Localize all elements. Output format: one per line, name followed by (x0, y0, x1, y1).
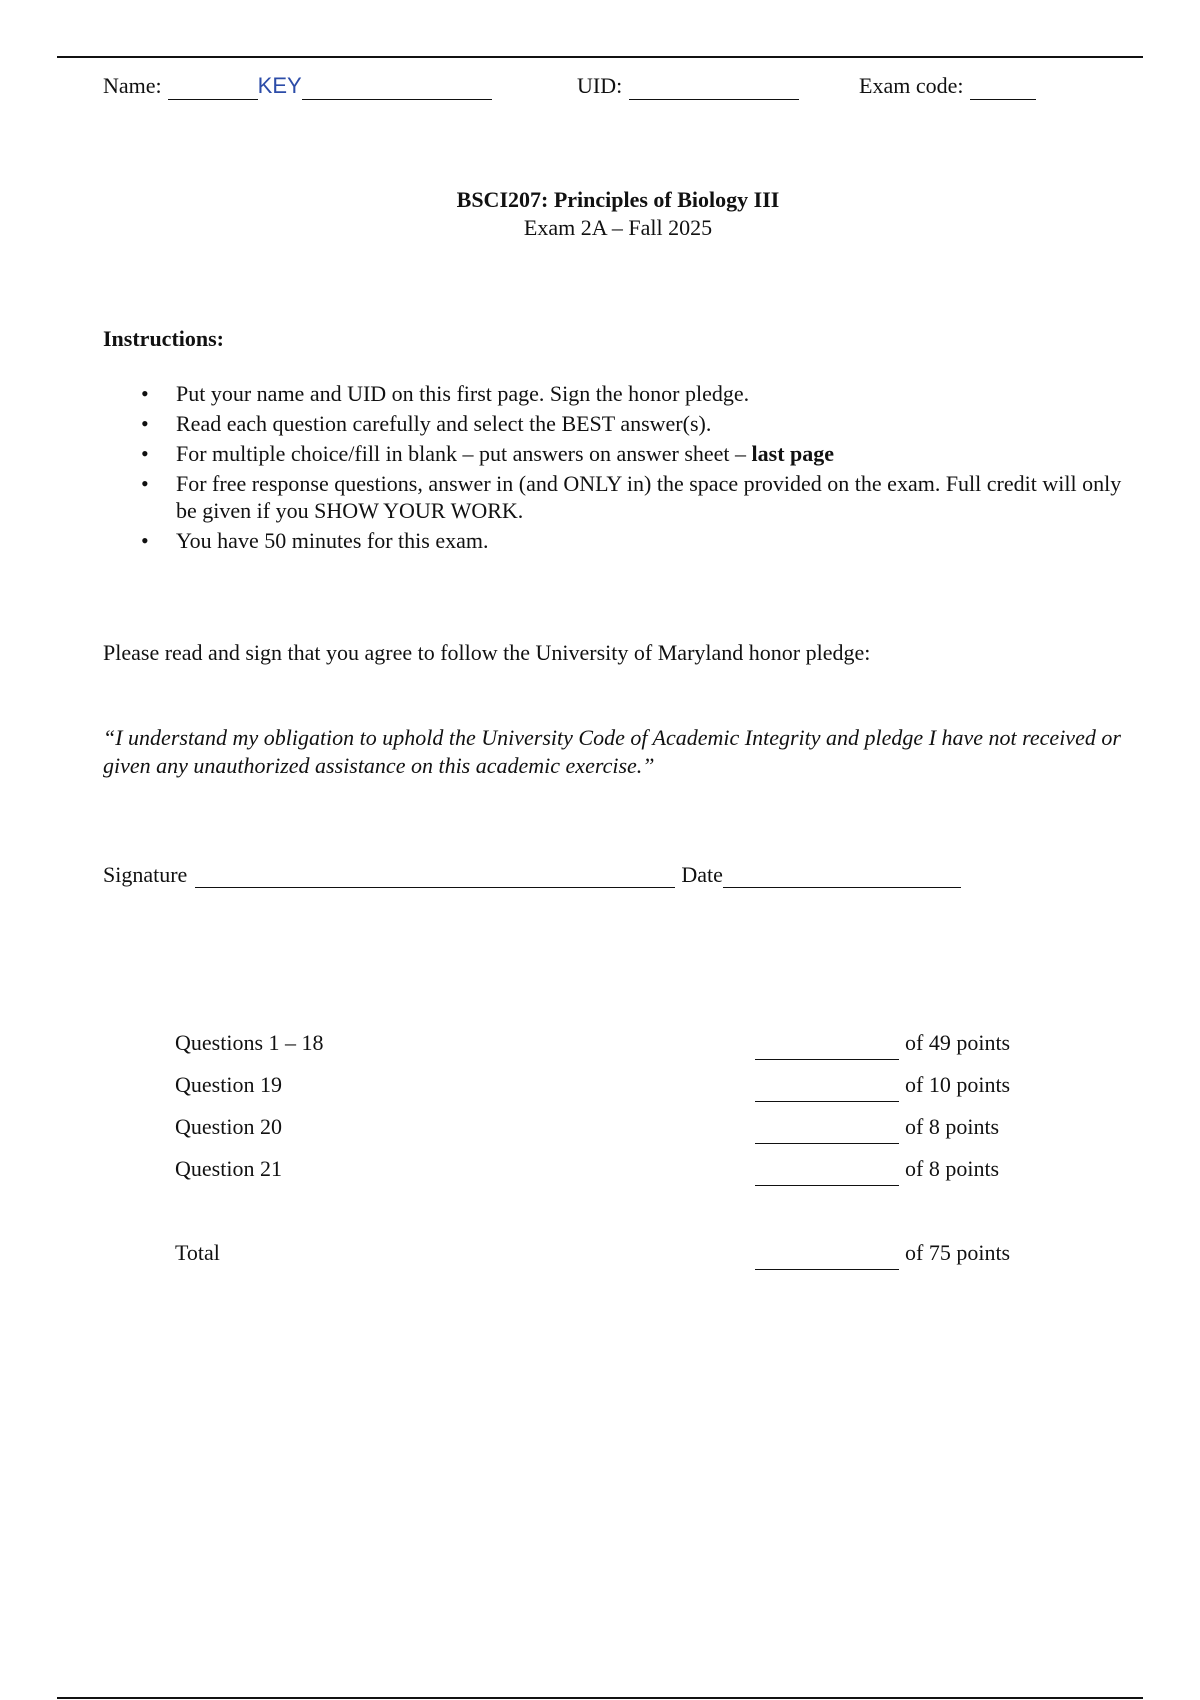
date-label: Date (681, 862, 723, 887)
score-blank[interactable] (755, 1123, 899, 1144)
score-label: Question 21 (175, 1156, 282, 1181)
exam-code-blank[interactable] (970, 75, 1036, 100)
bullet-icon: • (141, 441, 149, 466)
exam-subtitle: Exam 2A – Fall 2025 (523, 215, 713, 240)
bullet-icon: • (141, 381, 149, 406)
list-item: • Read each question carefully and select the BEST answer(s). (141, 411, 712, 436)
score-points: of 8 points (905, 1156, 1000, 1181)
score-row (175, 1114, 1035, 1144)
score-blank[interactable] (755, 1165, 899, 1186)
signature-label: Signature (103, 862, 188, 887)
score-label: Questions 1 – 18 (175, 1030, 324, 1055)
date-blank[interactable] (723, 863, 961, 888)
score-label: Total (175, 1240, 220, 1265)
score-label: Question 20 (175, 1114, 282, 1139)
bullet-icon: • (141, 411, 149, 436)
list-item: • Put your name and UID on this first page. Sign the honor pledge. (141, 381, 750, 406)
uid-blank[interactable] (629, 75, 799, 100)
score-points: of 10 points (905, 1072, 1011, 1097)
last-page-emphasis: last page (751, 441, 835, 466)
name-blank-left[interactable] (168, 75, 258, 100)
name-field (103, 72, 492, 100)
score-blank[interactable] (755, 1039, 899, 1060)
score-row (175, 1156, 1035, 1186)
honor-pledge-text: “I understand my obligation to uphold the University Code of Academic Integrity and pledge I have not received or given any unauthorized assistance on this academic exercise.” (103, 725, 1121, 778)
score-row (175, 1072, 1035, 1102)
score-label: Question 19 (175, 1072, 282, 1097)
name-label: Name: (103, 73, 162, 98)
score-blank[interactable] (755, 1081, 899, 1102)
uid-label: UID: (577, 73, 623, 98)
pledge-intro: Please read and sign that you agree to follow the University of Maryland honor pledge: (103, 640, 871, 665)
list-item: • For free response questions, answer in (and ONLY in) the space provided on the exam. Full credit will only be given if you SHOW YOUR WORK. (141, 471, 1122, 523)
instructions-list (103, 380, 1133, 557)
top-rule (57, 56, 1143, 58)
score-row-total (175, 1240, 1035, 1270)
list-item: • For multiple choice/fill in blank – put answers on answer sheet – last page (141, 441, 835, 466)
bullet-icon: • (141, 471, 149, 496)
score-blank[interactable] (755, 1249, 899, 1270)
score-points: of 49 points (905, 1030, 1011, 1055)
bullet-icon: • (141, 528, 149, 553)
name-blank-right[interactable] (302, 75, 492, 100)
bottom-rule (57, 1697, 1143, 1699)
exam-code-label: Exam code: (859, 73, 964, 98)
signature-row (103, 862, 961, 888)
score-points: of 8 points (905, 1114, 1000, 1139)
name-value: KEY (257, 73, 302, 98)
signature-blank[interactable] (195, 863, 675, 888)
uid-field (577, 72, 799, 100)
list-item: • You have 50 minutes for this exam. (141, 528, 489, 553)
exam-title (0, 186, 1200, 242)
course-title: BSCI207: Principles of Biology III (456, 187, 780, 212)
score-points: of 75 points (905, 1240, 1011, 1265)
exam-code-field (859, 72, 1036, 100)
score-row (175, 1030, 1035, 1060)
instructions-heading: Instructions: (103, 326, 225, 351)
